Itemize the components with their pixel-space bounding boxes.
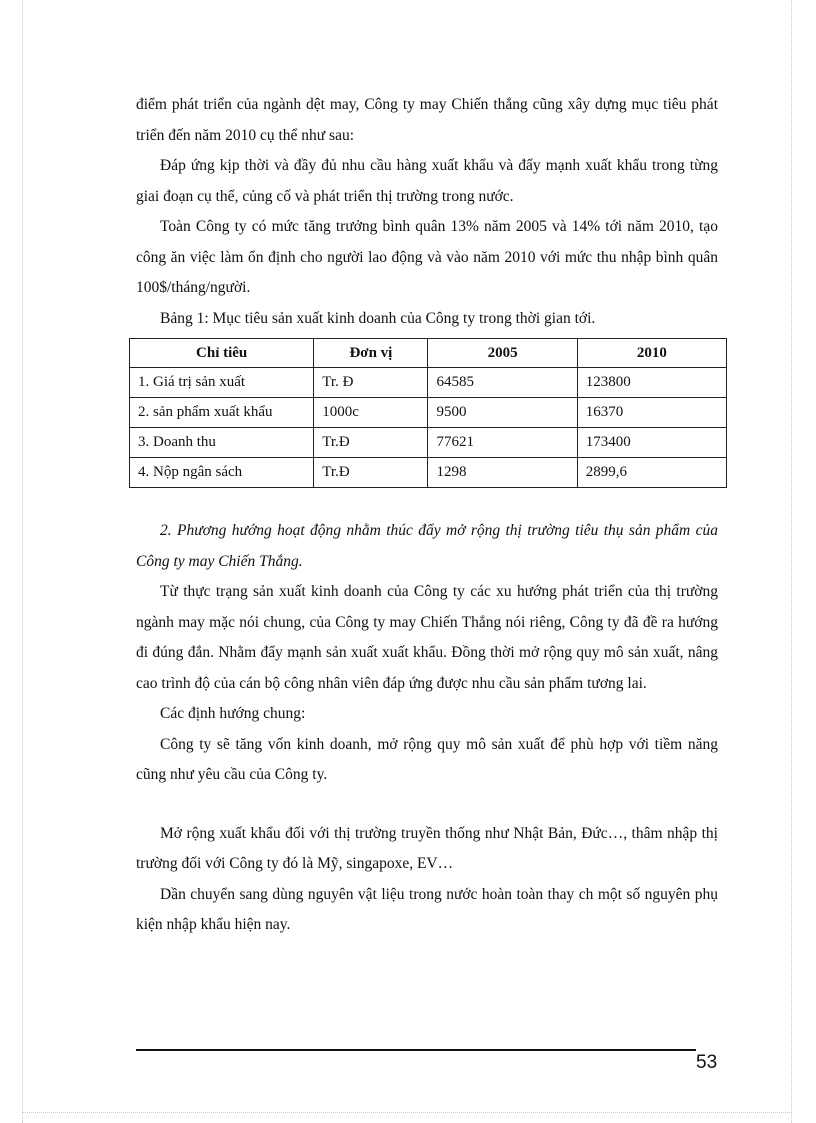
table-cell: 1000c — [314, 398, 428, 428]
table-cell: 2. sản phẩm xuất khẩu — [130, 398, 314, 428]
paragraph: Mở rộng xuất khẩu đối với thị trường truyền thống như Nhật Bản, Đức…, thâm nhập thị trường đối với Công ty đó là Mỹ, singapoxe, EV… — [136, 824, 718, 872]
page-edge-left — [22, 0, 23, 1123]
page-edge-bottom — [22, 1112, 792, 1113]
table-cell: 77621 — [428, 428, 577, 458]
table-cell: Tr. Đ — [314, 368, 428, 398]
paragraph: Từ thực trạng sản xuất kinh doanh của Công ty các xu hướng phát triển của thị trường ngành may mặc nói chung, của Công ty may Chiến Thắng nói riêng, Công ty đã đề ra hướng đi đúng đắn. Nhằm đẩy mạnh sản xuất xuất khẩu. Đồng thời mở rộng quy mô sản xuất, nâng cao trình độ của cán bộ công nhân viên đáp ứng được nhu cầu sản phẩm tương lai. — [136, 583, 718, 692]
paragraph: Đáp ứng kịp thời và đầy đủ nhu cầu hàng xuất khẩu và đẩy mạnh xuất khẩu trong từng giai đoạn cụ thể, củng cố và phát triển thị trường trong nước. — [136, 157, 718, 205]
table-header-cell: 2010 — [577, 339, 726, 368]
table-cell: 123800 — [577, 368, 726, 398]
document-body — [136, 90, 718, 941]
page-edge-right — [791, 0, 792, 1123]
table-row — [130, 458, 727, 488]
table-cell: 9500 — [428, 398, 577, 428]
table-row — [130, 398, 727, 428]
table-cell: Tr.Đ — [314, 458, 428, 488]
spacer — [136, 791, 718, 819]
paragraph: điểm phát triển của ngành dệt may, Công ty may Chiến thắng cũng xây dựng mục tiêu phát triển đến năm 2010 cụ thể như sau: — [136, 96, 718, 144]
table-cell: Tr.Đ — [314, 428, 428, 458]
table-caption: Bảng 1: Mục tiêu sản xuất kinh doanh của Công ty trong thời gian tới. — [160, 309, 596, 327]
table-cell: 173400 — [577, 428, 726, 458]
table-row — [130, 368, 727, 398]
table-cell: 1298 — [428, 458, 577, 488]
targets-table — [129, 338, 727, 488]
table-cell: 4. Nộp ngân sách — [130, 458, 314, 488]
paragraph: Các định hướng chung: — [160, 705, 306, 722]
table-cell: 2899,6 — [577, 458, 726, 488]
table-header-row — [130, 339, 727, 368]
section-heading: 2. Phương hướng hoạt động nhằm thúc đẩy mở rộng thị trường tiêu thụ sản phẩm của Công ty may Chiến Thắng. — [136, 522, 718, 570]
paragraph: Công ty sẽ tăng vốn kinh doanh, mở rộng quy mô sản xuất để phù hợp với tiềm năng cũng như yêu cầu của Công ty. — [136, 735, 718, 783]
table-header-cell: Đơn vị — [314, 339, 428, 368]
table-cell: 16370 — [577, 398, 726, 428]
table-cell: 64585 — [428, 368, 577, 398]
paragraph: Dần chuyển sang dùng nguyên vật liệu trong nước hoàn toàn thay ch một số nguyên phụ kiện nhập khẩu hiện nay. — [136, 885, 718, 933]
table-row — [130, 428, 727, 458]
paragraph: Toàn Công ty có mức tăng trưởng bình quân 13% năm 2005 và 14% tới năm 2010, tạo công ăn việc làm ổn định cho người lao động và vào năm 2010 với mức thu nhập bình quân 100$/tháng/người. — [136, 218, 718, 296]
page-number: 53 — [696, 1052, 718, 1073]
table-header-cell: 2005 — [428, 339, 577, 368]
table-cell: 1. Giá trị sản xuất — [130, 368, 314, 398]
table-cell: 3. Doanh thu — [130, 428, 314, 458]
spacer — [136, 488, 718, 516]
table-header-cell: Chỉ tiêu — [130, 339, 314, 368]
footer-rule — [136, 1049, 696, 1051]
